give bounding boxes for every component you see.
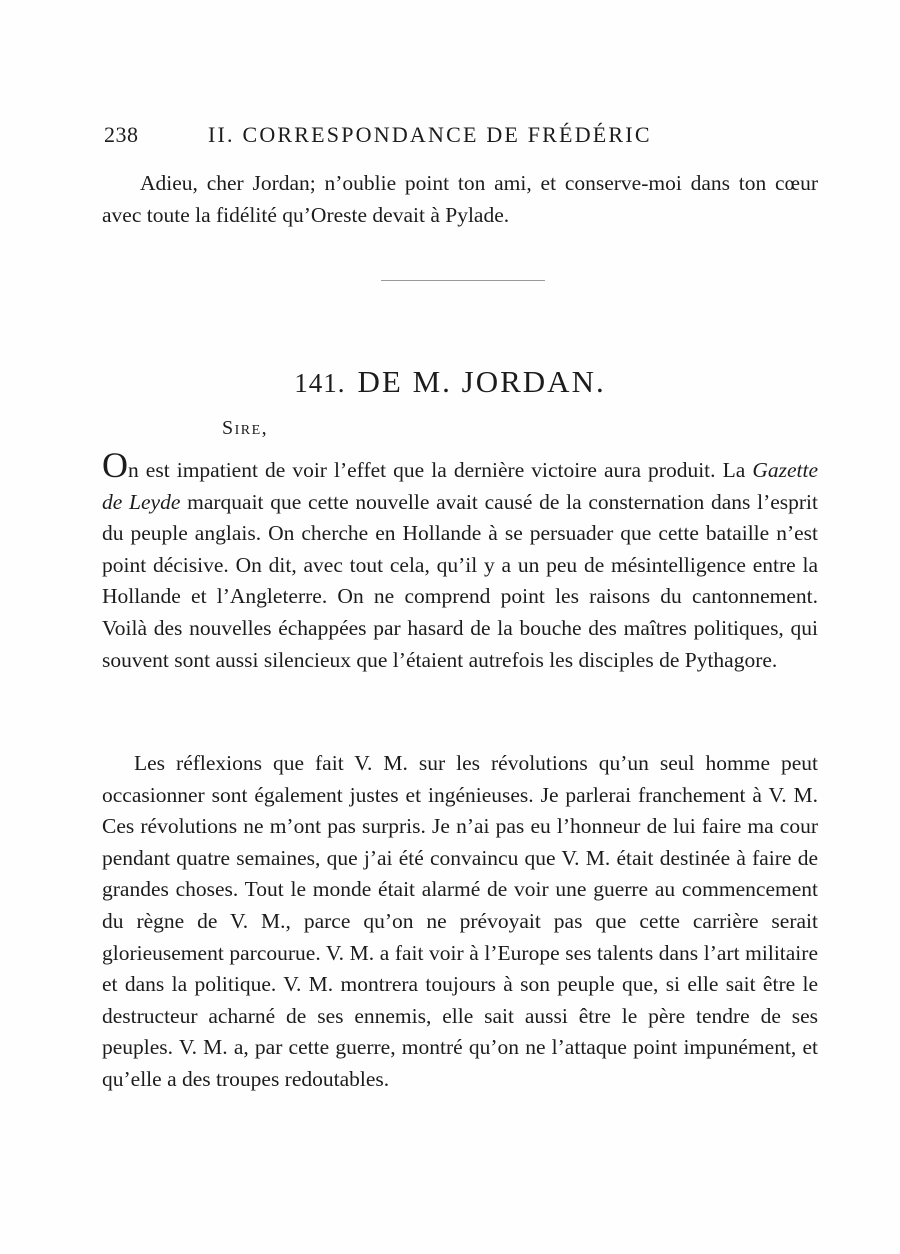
page-number: 238: [104, 122, 139, 147]
letter-number: 141.: [294, 368, 346, 398]
paragraph-1-text-a: n est impatient de voir l’effet que la dernière victoire aura produit. La: [128, 458, 753, 482]
running-head: [104, 122, 824, 148]
salutation: Sire,: [222, 417, 269, 439]
letter-heading: [0, 364, 900, 400]
drop-cap: O: [102, 445, 128, 485]
closing-paragraph: Adieu, cher Jordan; n’oublie point ton ami, et conserve-moi dans ton cœur avec toute la fidélité qu’Oreste devait à Pylade.: [102, 171, 818, 227]
section-divider: [381, 280, 545, 281]
newspaper-title: Gazette de Leyde: [102, 458, 818, 514]
letter-paragraph-2: Les réflexions que fait V. M. sur les révolutions qu’un seul homme peut occasionner sont également justes et ingénieuses. Je parlerai franchement à V. M. Ces révolutions ne m’ont pas surpris. Je n’ai pas eu l’honneur de lui faire ma cour pendant quatre semaines, que j’ai été convaincu que V. M. était destinée à faire de grandes choses. Tout le monde était alarmé de voir une guerre au commencement du règne de V. M., parce qu’on ne prévoyait pas que cette carrière serait glorieusement parcourue. V. M. a fait voir à l’Europe ses talents dans l’art militaire et dans la politique. V. M. montrera toujours à son peuple que, si elle sait être le destructeur acharné de ses ennemis, elle sait aussi être le père tendre de ses peuples. V. M. a, par cette guerre, montré qu’on ne l’attaque point impunément, et qu’elle a des troupes redoutables.: [102, 751, 818, 1091]
letter-paragraph-1: [102, 445, 818, 676]
letter-title: DE M. JORDAN.: [357, 364, 606, 399]
paragraph-1-text-b: marquait que cette nouvelle avait causé de la consternation dans l’esprit du peuple anglais. On cherche en Hollande à se persuader que cette bataille n’est point décisive. On dit, avec tout cela, qu’il y a un peu de mésintelligence entre la Hollande et l’Angleterre. On ne comprend point les raisons du cantonnement. Voilà des nouvelles échappées par hasard de la bouche des maîtres politiques, qui souvent sont aussi silencieux que l’étaient autrefois les disciples de Pythagore.: [102, 489, 818, 672]
running-head-title: II. CORRESPONDANCE DE FRÉDÉRIC: [208, 122, 652, 147]
